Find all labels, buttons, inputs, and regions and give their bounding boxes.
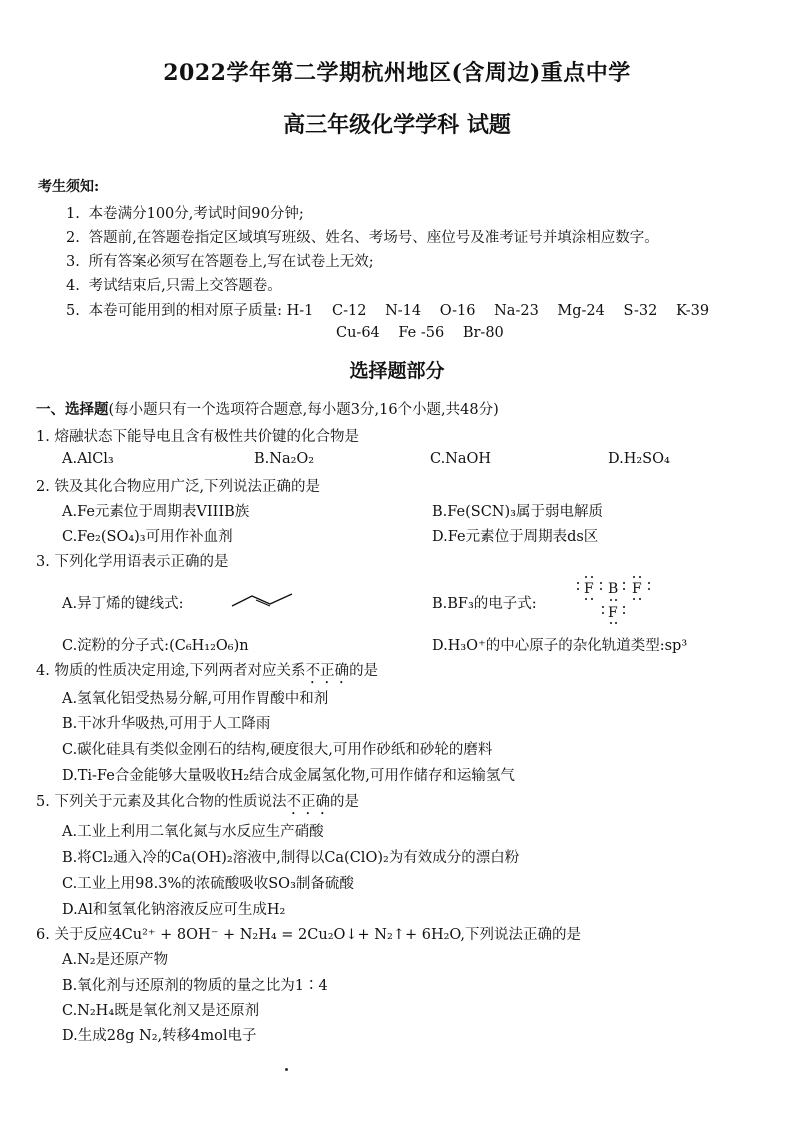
q3-option-d: D.H₃O⁺的中心原子的杂化轨道类型:sp³: [432, 638, 688, 654]
notice-text: 考试结束后,只需上交答题卷。: [88, 278, 282, 294]
exam-title-line1: 2022学年第二学期杭州地区(含周边)重点中学: [163, 60, 631, 86]
q5-option-a: A.工业上利用二氧化氮与水反应生产硝酸: [62, 824, 324, 840]
q3-option-b: B.BF₃的电子式:: [432, 596, 537, 612]
question-6-stem: 6. 关于反应4Cu²⁺ + 8OH⁻ + N₂H₄ = 2Cu₂O↓+ N₂↑+ 6H₂O,下列说法正确的是: [36, 927, 582, 943]
q4-stem-post: 的是: [349, 663, 379, 679]
question-2-stem: 2. 铁及其化合物应用广泛,下列说法正确的是: [36, 479, 321, 495]
notice-title: 考生须知:: [38, 179, 100, 195]
notice-item-4: [66, 274, 282, 295]
q6-option-a: A.N₂是还原产物: [62, 952, 169, 968]
question-5-stem: [36, 790, 359, 818]
atomic-mass: Mg-24: [557, 303, 605, 319]
atomic-mass: Cu-64: [336, 325, 380, 341]
q1-option-c: C.NaOH: [430, 451, 492, 467]
lewis-f-bottom: F: [608, 605, 618, 621]
q1-option-d: D.H₂SO₄: [608, 451, 670, 467]
section-title: 选择题部分: [349, 360, 445, 382]
notice-text: 所有答案必须写在答题卷上,写在试卷上无效;: [88, 254, 374, 270]
lewis-b-center: B: [608, 581, 619, 597]
q5-stem-emphasis: 不正确: [286, 794, 330, 810]
q4-option-b: B.干冰升华吸热,可用于人工降雨: [62, 716, 271, 732]
q6-option-c: C.N₂H₄既是氧化剂又是还原剂: [62, 1003, 260, 1019]
q2-option-a: A.Fe元素位于周期表VIIIB族: [62, 504, 250, 520]
lewis-f-right: F: [632, 581, 642, 597]
notice-num: 4.: [66, 278, 80, 294]
notice-num: 5.: [66, 303, 80, 319]
atomic-masses-row2: [336, 325, 518, 341]
notice-text: 本卷可能用到的相对原子质量:: [88, 303, 282, 319]
lewis-f-left: F: [584, 581, 594, 597]
notice-num: 1.: [66, 206, 80, 222]
notice-item-1: [66, 202, 304, 223]
question-3-stem: 3. 下列化学用语表示正确的是: [36, 554, 229, 570]
notice-item-5: [66, 299, 723, 320]
q1-option-a: A.AlCl₃: [62, 451, 114, 467]
q5-option-d: D.Al和氢氧化钠溶液反应可生成H₂: [62, 902, 286, 918]
q5-option-b: B.将Cl₂通入冷的Ca(OH)₂溶液中,制得以Ca(ClO)₂为有效成分的漂白粉: [62, 850, 520, 866]
atomic-mass: N-14: [385, 303, 422, 319]
exam-title-line2: 高三年级化学学科 试题: [283, 112, 511, 138]
bf3-lewis-structure: [574, 575, 654, 625]
part-description: (每小题只有一个选项符合题意,每小题3分,16个小题,共48分): [108, 402, 499, 418]
q1-option-b: B.Na₂O₂: [254, 451, 315, 467]
atomic-mass: O-16: [439, 303, 476, 319]
notice-item-2: [66, 226, 659, 247]
question-4-stem: [36, 659, 378, 687]
notice-num: 2.: [66, 230, 80, 246]
question-1-stem: 1. 熔融状态下能导电且含有极性共价键的化合物是: [36, 429, 359, 445]
q6-option-b: B.氧化剂与还原剂的物质的量之比为1∶4: [62, 978, 328, 994]
q5-stem-pre: 5. 下列关于元素及其化合物的性质说法: [36, 794, 287, 810]
atomic-mass: H-1: [286, 303, 314, 319]
isobutene-skeletal-formula: [230, 588, 296, 610]
q6-option-d: D.生成28g N₂,转移4mol电子: [62, 1028, 257, 1044]
notice-text: 答题前,在答题卷指定区域填写班级、姓名、考场号、座位号及准考证号并填涂相应数字。: [88, 230, 659, 246]
q5-stem-post: 的是: [329, 794, 359, 810]
notice-num: 3.: [66, 254, 80, 270]
atomic-mass: S-32: [623, 303, 658, 319]
atomic-mass: C-12: [332, 303, 367, 319]
part-heading: [36, 398, 499, 419]
q4-option-c: C.碳化硅具有类似金刚石的结构,硬度很大,可用作砂纸和砂轮的磨料: [62, 742, 493, 758]
q3-option-a: A.异丁烯的键线式:: [62, 596, 184, 612]
q2-option-b: B.Fe(SCN)₃属于弱电解质: [432, 504, 603, 520]
scan-speck: [285, 1068, 288, 1071]
atomic-mass: Fe -56: [398, 325, 445, 341]
part-label: 一、选择题: [36, 401, 109, 418]
atomic-mass: K-39: [675, 303, 710, 319]
q3-option-c: C.淀粉的分子式:(C₆H₁₂O₆)n: [62, 638, 249, 654]
q4-option-a: A.氢氧化铝受热易分解,可用作胃酸中和剂: [62, 691, 329, 707]
q5-option-c: C.工业上用98.3%的浓硫酸吸收SO₃制备硫酸: [62, 876, 354, 892]
q2-option-c: C.Fe₂(SO₄)₃可用作补血剂: [62, 529, 233, 545]
q2-option-d: D.Fe元素位于周期表ds区: [432, 529, 599, 545]
q4-stem-pre: 4. 物质的性质决定用途,下列两者对应关系: [36, 663, 306, 679]
q4-stem-emphasis: 不正确: [305, 663, 350, 679]
notice-text: 本卷满分100分,考试时间90分钟;: [88, 206, 304, 222]
q4-option-d: D.Ti-Fe合金能够大量吸收H₂结合成金属氢化物,可用作储存和运输氢气: [62, 768, 515, 784]
notice-item-3: [66, 250, 374, 271]
atomic-mass: Br-80: [462, 325, 504, 341]
atomic-mass: Na-23: [494, 303, 539, 319]
